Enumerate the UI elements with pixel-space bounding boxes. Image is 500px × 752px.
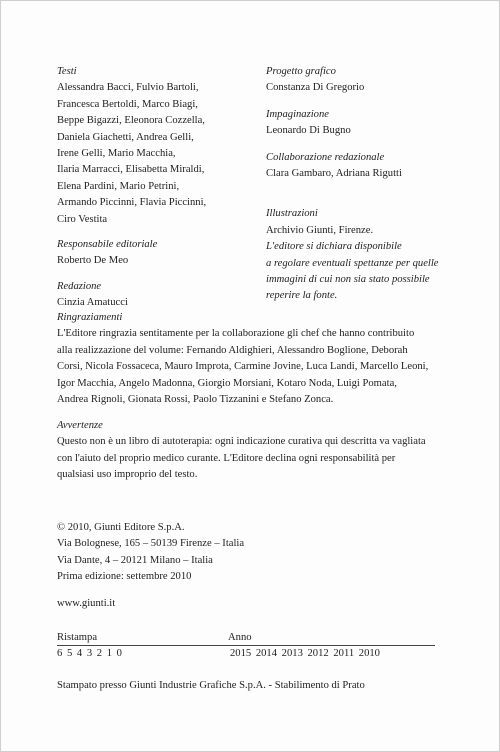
testi-line: Daniela Giachetti, Andrea Gelli, bbox=[57, 131, 194, 143]
credits-collaborazione bbox=[266, 150, 496, 183]
testi-line: Ciro Vestita bbox=[57, 213, 108, 225]
address-line: Via Dante, 4 – 20121 Milano – Italia bbox=[57, 554, 213, 566]
print-table-values bbox=[57, 648, 435, 662]
avvertenze-section bbox=[57, 418, 497, 484]
illustrazioni-note: reperire la fonte. bbox=[266, 290, 338, 302]
testi-line: Irene Gelli, Mario Macchia, bbox=[57, 148, 176, 160]
anno-values: 2015 2014 2013 2012 2011 2010 bbox=[230, 648, 380, 659]
illustrazioni-note: immagini di cui non sia stato possibile bbox=[266, 274, 430, 286]
ringraziamenti-line: alla realizzazione del volume: Fernando Aldighieri, Alessandro Boglione, Deborah bbox=[57, 344, 408, 356]
illustrazioni-value: Archivio Giunti, Firenze. bbox=[266, 224, 374, 236]
print-table-rule bbox=[57, 645, 435, 646]
ringraziamenti-line: Igor Macchia, Angelo Madonna, Giorgio Morsiani, Kotaro Noda, Luigi Pomata, bbox=[57, 377, 397, 389]
impaginazione-value: Leonardo Di Bugno bbox=[266, 125, 351, 137]
collaborazione-label: Collaborazione redazionale bbox=[266, 151, 385, 163]
responsabile-label: Responsabile editoriale bbox=[57, 239, 158, 251]
credits-testi bbox=[57, 64, 257, 228]
ringraziamenti-line: Andrea Rignoli, Gionata Rossi, Paolo Tizzanini e Stefano Zonca. bbox=[57, 394, 334, 406]
testi-line: Alessandra Bacci, Fulvio Bartoli, bbox=[57, 82, 199, 94]
avvertenze-line: con l'aiuto del proprio medico curante. L'Editore declina ogni responsabilità per bbox=[57, 452, 396, 464]
credits-impaginazione bbox=[266, 107, 496, 140]
progetto-label: Progetto grafico bbox=[266, 66, 336, 77]
progetto-value: Constanza Di Gregorio bbox=[266, 82, 365, 94]
testi-line: Ilaria Marracci, Elisabetta Miraldi, bbox=[57, 164, 205, 176]
redazione-label: Redazione bbox=[57, 280, 102, 292]
print-table-header bbox=[57, 632, 435, 645]
illustrazioni-note: L'editore si dichiara disponibile bbox=[266, 241, 402, 253]
credits-responsabile bbox=[57, 237, 257, 270]
website-text: www.giunti.it bbox=[57, 598, 116, 609]
impaginazione-label: Impaginazione bbox=[266, 108, 329, 120]
credits-left-column bbox=[57, 64, 257, 321]
avvertenze-line: qualsiasi uso improprio del testo. bbox=[57, 469, 198, 481]
printer-line: Stampato presso Giunti Industrie Grafiche S.p.A. - Stabilimento di Prato bbox=[57, 680, 365, 691]
ristampa-values: 6 5 4 3 2 1 0 bbox=[57, 648, 123, 659]
ringraziamenti-section bbox=[57, 310, 497, 408]
testi-line: Elena Pardini, Mario Petrini, bbox=[57, 180, 180, 192]
ringraziamenti-line: L'Editore ringrazia sentitamente per la collaborazione gli chef che hanno contribuito bbox=[57, 328, 415, 340]
illustrazioni-label: Illustrazioni bbox=[266, 208, 318, 220]
ristampa-label: Ristampa bbox=[57, 632, 98, 643]
copyright-line: © 2010, Giunti Editore S.p.A. bbox=[57, 522, 185, 533]
print-table bbox=[57, 632, 435, 662]
copyright-section bbox=[57, 520, 357, 586]
address-line: Via Bolognese, 165 – 50139 Firenze – Italia bbox=[57, 538, 245, 550]
testi-line: Beppe Bigazzi, Eleonora Cozzella, bbox=[57, 115, 205, 127]
avvertenze-label: Avvertenze bbox=[57, 420, 103, 431]
responsabile-value: Roberto De Meo bbox=[57, 255, 129, 267]
redazione-value: Cinzia Amatucci bbox=[57, 297, 128, 309]
credits-progetto bbox=[266, 64, 496, 97]
credits-illustrazioni bbox=[266, 206, 496, 304]
illustrazioni-note: a regolare eventuali spettanze per quelle bbox=[266, 257, 439, 269]
testi-label: Testi bbox=[57, 66, 77, 77]
collaborazione-value: Clara Gambaro, Adriana Rigutti bbox=[266, 168, 402, 180]
testi-line: Armando Piccinni, Flavia Piccinni, bbox=[57, 197, 207, 209]
ringraziamenti-line: Corsi, Nicola Fossaceca, Mauro Improta, Carmine Jovine, Luca Landi, Marcello Leoni, bbox=[57, 361, 429, 373]
edition-line: Prima edizione: settembre 2010 bbox=[57, 571, 192, 583]
anno-label: Anno bbox=[228, 632, 252, 643]
avvertenze-line: Questo non è un libro di autoterapia: ogni indicazione curativa qui descritta va vagliata bbox=[57, 436, 426, 448]
ringraziamenti-label: Ringraziamenti bbox=[57, 312, 123, 323]
testi-line: Francesca Bertoldi, Marco Biagi, bbox=[57, 98, 198, 110]
credits-redazione bbox=[57, 279, 257, 312]
credits-right-column bbox=[266, 64, 496, 315]
